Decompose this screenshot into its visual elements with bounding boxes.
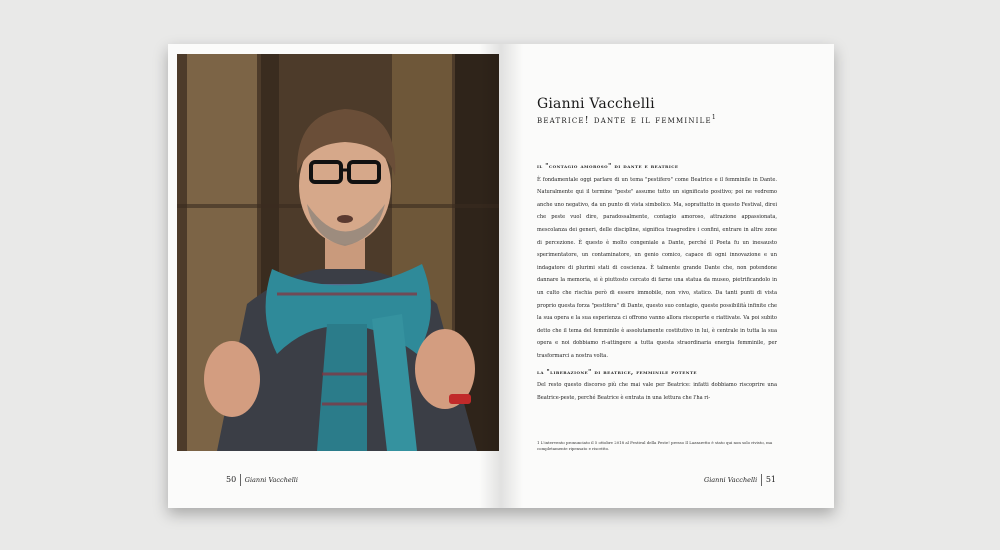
left-running-head: Gianni Vacchelli xyxy=(244,476,298,484)
left-gutter-shadow xyxy=(479,44,501,508)
section-paragraph-2: Del resto questo discorso più che mai vale per Beatrice: infatti dobbiamo riscoprire una Beatrice-peste, perché Beatrice è entrata in una lettura che l'ha ri- xyxy=(537,382,777,401)
right-page xyxy=(501,44,834,508)
article-title xyxy=(537,114,717,126)
right-folio xyxy=(704,474,776,486)
folio-separator xyxy=(240,474,241,486)
article-author: Gianni Vacchelli xyxy=(537,96,655,112)
open-book xyxy=(168,44,834,508)
right-gutter-shadow xyxy=(501,44,523,508)
left-page-number: 50 xyxy=(226,475,237,484)
right-running-head: Gianni Vacchelli xyxy=(704,476,758,484)
folio-separator xyxy=(761,474,762,486)
left-folio xyxy=(226,474,298,486)
author-photo xyxy=(177,54,499,451)
section-heading-2: la "liberazione" di beatrice, femminile potente xyxy=(537,368,697,376)
article-title-text: beatrice! dante e il femminile xyxy=(537,115,712,127)
section-heading-1: il "contagio amoroso" di dante e beatrice xyxy=(537,163,679,170)
article-body xyxy=(537,161,777,404)
section-paragraph-1: È fondamentale oggi parlare di un tema "pestifero" come Beatrice e il femminile in Dante. Naturalmente qui il termine "peste" assume tutto un significato positivo; poi ne vedremo anche uno negativo, da un punto di vista simbolico. Ma, soprattutto in questo Festival, direi che peste vuol dire, paradossalmente, contagio amoroso, attrazione appassionata, mescolanza dei generi, delle discipline, significa trasgredire i confini, entrare in altre zone di percezione. È questo è molto congeniale a Dante, perché il Poeta fu un inesausto sperimentatore, un contaminatore, un genio comico, capace di ogni innovazione e un indagatore di plurimi stati di coscienza. È talmente grande Dante che, non potendone dannare la memoria, si è piuttosto cercato di farne una statua da museo, pietrificandolo in un culto che rischia però di essere immobile, non vivo, statico. Da tanti punti di vista proprio questa forza "pestifera" di Dante, questo suo contagio, queste possibilità infinite che la sua opera e la sua esperienza ci offrono vanno allora riscoperte e riattivate. Va poi subito detto che il tema del femminile è assolutamente costitutivo in lui, è centrale in tutta la sua opera e noi dobbiamo ri-attingere a tutta questa straordinaria energia femminile, per trasformarci a nostra volta. xyxy=(537,176,777,359)
title-footnote-marker: 1 xyxy=(711,114,717,121)
right-page-number: 51 xyxy=(765,475,776,484)
left-page xyxy=(168,44,501,508)
footnote: 1 L'intervento pronunciato il 5 ottobre 2018 al Festival della Peste! presso Il Lazzaretto è stato qui non solo rivisto, ma completamente ripensato e riscritto. xyxy=(537,440,773,451)
